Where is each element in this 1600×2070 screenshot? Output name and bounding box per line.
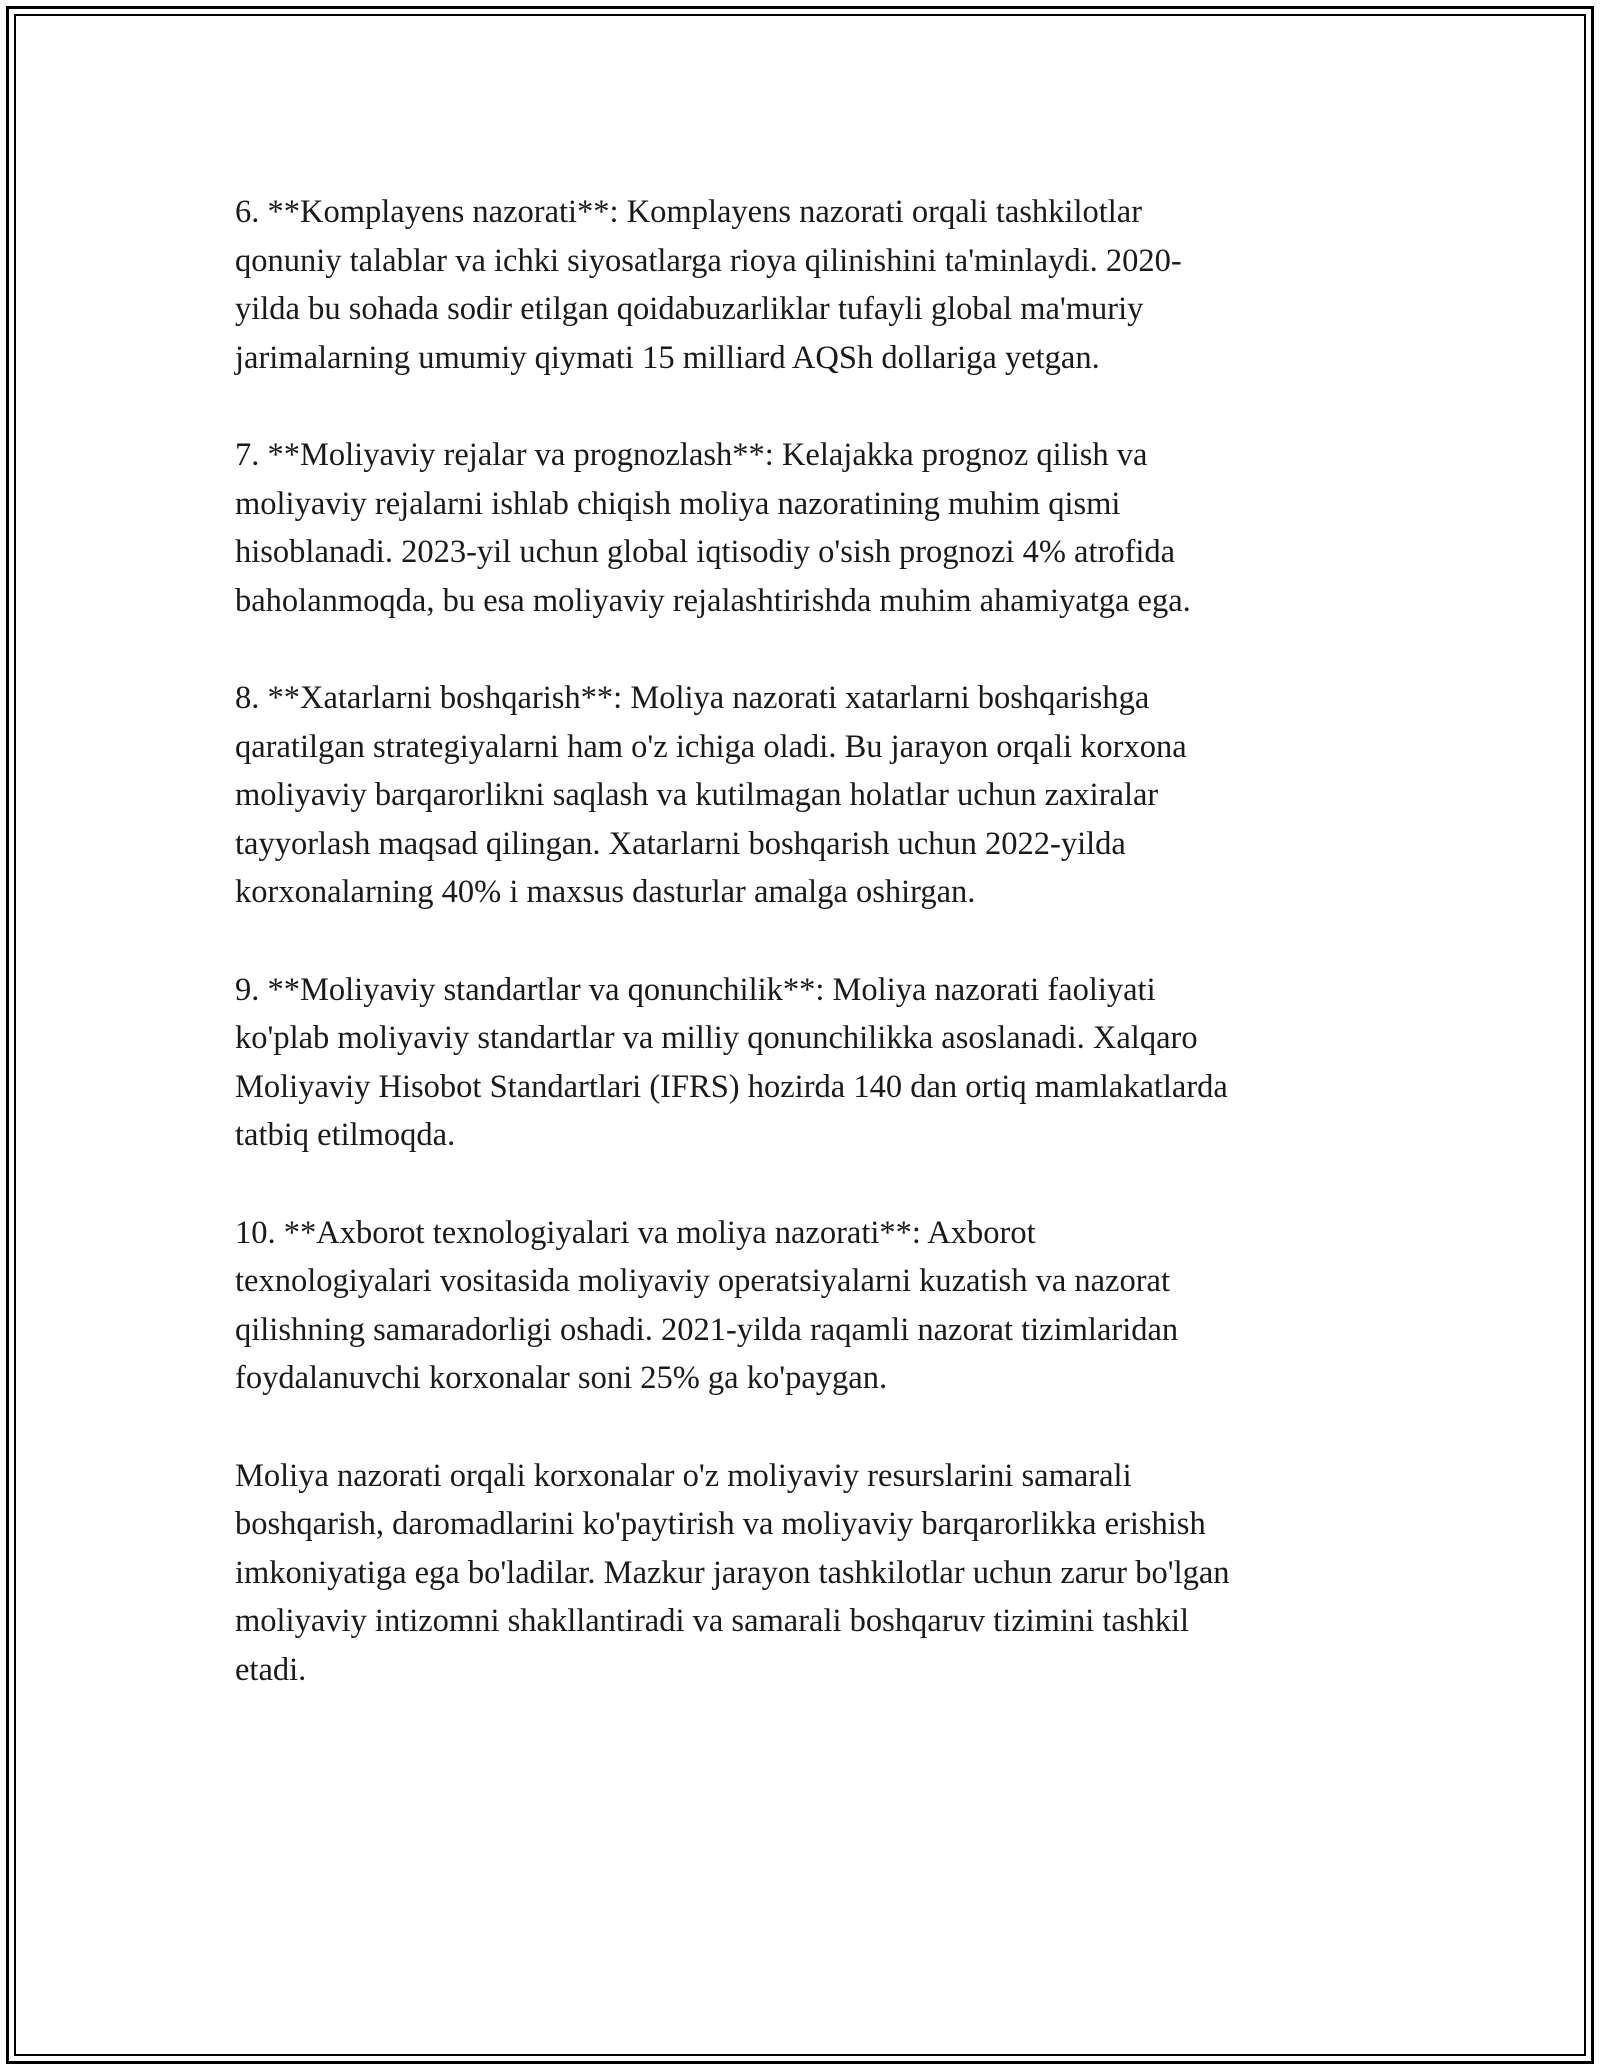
paragraph-financial-planning: 7. **Moliyaviy rejalar va prognozlash**: Kelajakka prognoz qilish va moliyaviy rejalarni ishlab chiqish moliya nazoratining muhim qismi hisoblanadi. 2023-yil uchun global iqtisodiy o'sish prognozi 4% atrofida baholanmoqda, bu esa moliyaviy rejalashtirishda muhim ahamiyatga ega. xyxy=(235,437,1191,619)
document-body xyxy=(235,188,1365,1694)
paragraph-conclusion: Moliya nazorati orqali korxonalar o'z moliyaviy resurslarini samarali boshqarish, daromadlarini ko'paytirish va moliyaviy barqarorlikka erishish imkoniyatiga ega bo'ladilar. Mazkur jarayon tashkilotlar uchun zarur bo'lgan moliyaviy intizomni shakllantiradi va samarali boshqaruv tizimini tashkil etadi. xyxy=(235,1457,1230,1688)
paragraph-financial-standards: 9. **Moliyaviy standartlar va qonunchilik**: Moliya nazorati faoliyati ko'plab moliyaviy standartlar va milliy qonunchilikka asoslanadi. Xalqaro Moliyaviy Hisobot Standartlari (IFRS) hozirda 140 dan ortiq mamlakatlarda tatbiq etilmoqda. xyxy=(235,971,1228,1153)
paragraph-risk-management: 8. **Xatarlarni boshqarish**: Moliya nazorati xatarlarni boshqarishga qaratilgan strategiyalarni ham o'z ichiga oladi. Bu jarayon orqali korxona moliyaviy barqarorlikni saqlash va kutilmagan holatlar uchun zaxiralar tayyorlash maqsad qilingan. Xatarlarni boshqarish uchun 2022-yilda korxonalarning 40% i maxsus dasturlar amalga oshirgan. xyxy=(235,680,1187,910)
paragraph-compliance-control: 6. **Komplayens nazorati**: Komplayens nazorati orqali tashkilotlar qonuniy talablar va ichki siyosatlarga rioya qilinishini ta'minlaydi. 2020- yilda bu sohada sodir etilgan qoidabuzarliklar tufayli global ma'muriy jarimalarning umumiy qiymati 15 milliard AQSh dollariga yetgan. xyxy=(235,194,1182,376)
paragraph-information-technology: 10. **Axborot texnologiyalari va moliya nazorati**: Axborot texnologiyalari vositasida moliyaviy operatsiyalarni kuzatish va nazorat qilishning samaradorligi oshadi. 2021-yilda raqamli nazorat tizimlaridan foydalanuvchi korxonalar soni 25% ga ko'paygan. xyxy=(235,1214,1179,1396)
